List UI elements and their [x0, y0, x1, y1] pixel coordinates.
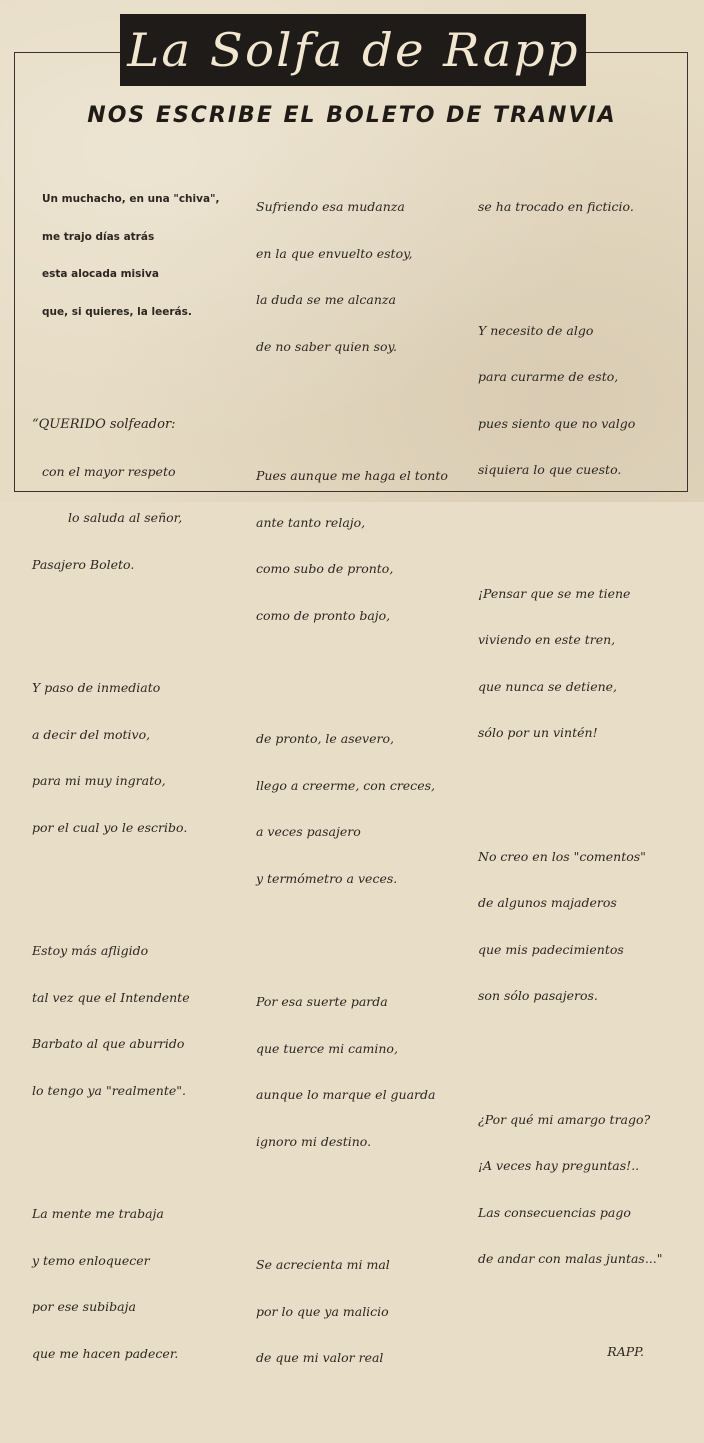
verse-line: y termómetro a veces. [256, 870, 398, 886]
verse-line: ignoro mi destino. [256, 1133, 372, 1149]
article-headline: NOS ESCRIBE EL BOLETO DE TRANVIA [87, 103, 617, 128]
stanza [256, 700, 471, 917]
stanza [32, 386, 237, 603]
verse-line: a veces pasajero [256, 824, 361, 839]
masthead-banner [120, 14, 586, 86]
masthead-title: La Solfa de Rapp [126, 23, 580, 77]
verse-line: son sólo pasajeros. [478, 988, 598, 1003]
verse-line: No creo en los "comentos" [478, 848, 646, 864]
verse-line: Y paso de inmediato [32, 680, 161, 695]
verse-line: de pronto, le asevero, [256, 731, 394, 746]
verse-line: ¡A veces hay preguntas!.. [478, 1158, 640, 1173]
verse-line: que mis padecimientos [478, 941, 624, 957]
verse-line: “QUERIDO solfeador: [32, 417, 176, 432]
intro-line: Un muchacho, en una "chiva", [42, 193, 220, 205]
poem-column-1 [32, 137, 237, 1438]
intro-line: esta alocada misiva [42, 268, 159, 280]
verse-line: por el cual yo le escribo. [32, 819, 188, 835]
stanza [478, 1081, 678, 1298]
stanza [256, 437, 471, 654]
stanza [32, 1175, 237, 1392]
verse-line: lo tengo ya "realmente". [32, 1082, 186, 1098]
verse-line: para curarme de esto, [478, 369, 619, 384]
verse-line: ¡Pensar que se me tiene [478, 585, 631, 601]
verse-line: con el mayor respeto [42, 463, 176, 479]
verse-line: en la que envuelto estoy, [256, 245, 413, 261]
verse-line: Pasajero Boleto. [32, 556, 135, 572]
verse-line: siquiera lo que cuesto. [478, 462, 622, 477]
verse-line: de andar con malas juntas..." [478, 1251, 663, 1266]
poem-column-3 [478, 137, 678, 1390]
verse-line: ¿Por qué mi amargo trago? [478, 1111, 651, 1127]
stanza [32, 912, 237, 1129]
stanza [478, 292, 678, 509]
intro-line: me trajo días atrás [42, 230, 155, 243]
verse-line: que tuerce mi camino, [256, 1040, 398, 1056]
stanza [256, 1226, 471, 1397]
poem-column-2 [256, 137, 471, 1443]
verse-line: Las consecuencias pago [478, 1204, 631, 1220]
intro-note [42, 168, 237, 343]
verse-line: La mente me trabaja [32, 1206, 164, 1221]
verse-line: de no saber quien soy. [256, 338, 397, 354]
verse-line: y temo enloquecer [32, 1252, 150, 1268]
verse-line: la duda se me alcanza [256, 292, 396, 307]
verse-line: sólo por un vintén! [478, 725, 598, 740]
verse-line: Pues aunque me haga el tonto [256, 468, 448, 483]
verse-line: se ha trocado en ficticio. [478, 199, 634, 214]
verse-line: pues siento que no valgo [478, 415, 636, 431]
stanza [478, 168, 678, 246]
verse-line: por lo que ya malicio [256, 1303, 389, 1319]
verse-line: que me hacen padecer. [32, 1345, 179, 1361]
verse-line: Se acrecienta mi mal [256, 1257, 390, 1272]
verse-line: a decir del motivo, [32, 726, 151, 742]
stanza [256, 168, 471, 385]
verse-line: ante tanto relajo, [256, 514, 366, 530]
verse-line: lo saluda al señor, [68, 510, 183, 525]
verse-line: Y necesito de algo [478, 322, 594, 338]
verse-line: aunque lo marque el guarda [256, 1087, 436, 1102]
intro-line: que, si quieres, la leerás. [42, 305, 192, 318]
stanza [256, 963, 471, 1180]
verse-line: como de pronto bajo, [256, 607, 391, 623]
stanza [478, 555, 678, 772]
verse-line: viviendo en este tren, [478, 632, 616, 647]
verse-line: por ese subibaja [32, 1299, 136, 1314]
verse-line: de algunos majaderos [478, 895, 617, 910]
verse-line: tal vez que el Intendente [32, 989, 190, 1005]
verse-line: Sufriendo esa mudanza [256, 199, 405, 214]
verse-line: Barbato al que aburrido [32, 1036, 185, 1051]
verse-line: que nunca se detiene, [478, 678, 618, 694]
stanza [478, 818, 678, 1035]
verse-line: llego a creerme, con creces, [256, 777, 435, 793]
verse-line: como subo de pronto, [256, 561, 394, 576]
stanza [32, 649, 237, 866]
verse-line: para mi muy ingrato, [32, 773, 166, 788]
verse-line: Por esa suerte parda [256, 994, 388, 1009]
verse-line: Estoy más afligido [32, 943, 149, 958]
verse-line: de que mi valor real [256, 1350, 384, 1365]
author-signature: RAPP. [607, 1343, 644, 1359]
